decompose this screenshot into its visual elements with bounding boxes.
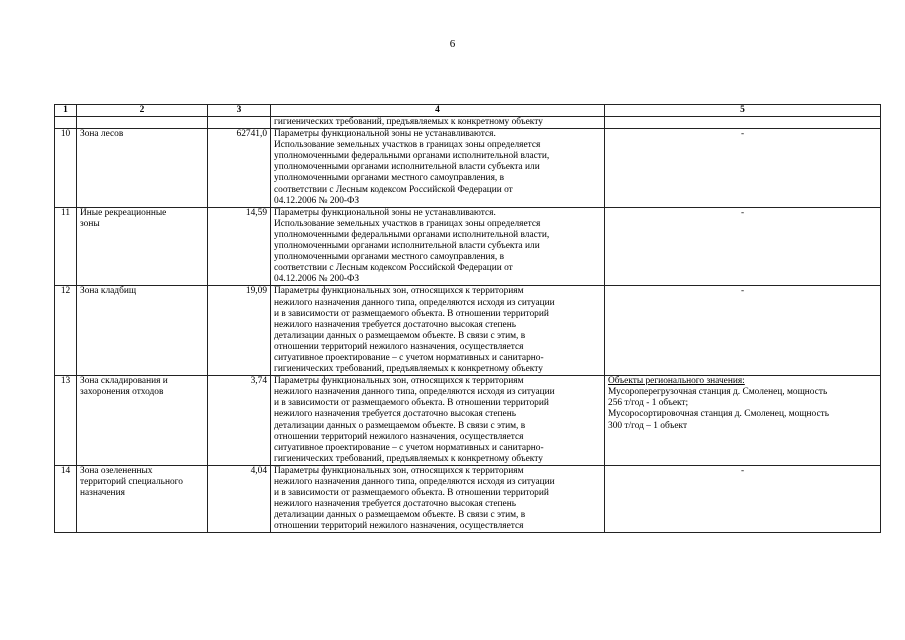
cell-objects: - bbox=[605, 465, 881, 533]
cell-objects: - bbox=[605, 286, 881, 376]
cell-zone bbox=[77, 465, 208, 533]
zone-name-line: Зона лесов bbox=[80, 129, 124, 140]
cell-zone bbox=[77, 207, 208, 286]
objects-line: Мусоросортировочная станция д. Смоленец, мощность bbox=[608, 409, 829, 420]
params-line: ситуативное проектирование – с учетом нормативных и санитарно- bbox=[274, 442, 544, 453]
cell-area: 19,09 bbox=[208, 286, 271, 376]
cell-area: 14,59 bbox=[208, 207, 271, 286]
cell-zone bbox=[77, 117, 208, 129]
params-line: нежилого назначения требуется достаточно высокая степень bbox=[274, 409, 517, 420]
cell-no bbox=[55, 117, 77, 129]
params-line: Параметры функциональной зоны не устанавливаются. bbox=[274, 207, 496, 218]
cell-params bbox=[271, 129, 605, 208]
params-line: соответствии с Лесным кодексом Российской Федерации от bbox=[274, 263, 513, 274]
table-header bbox=[55, 105, 881, 117]
cell-area: 62741,0 bbox=[208, 129, 271, 208]
params-line: Параметры функциональных зон, относящихся к территориям bbox=[274, 465, 524, 476]
params-line: уполномоченными органами исполнительной власти субъекта или bbox=[274, 241, 540, 252]
cell-area: 3,74 bbox=[208, 376, 271, 466]
params-line: 04.12.2006 № 200-ФЗ bbox=[274, 195, 360, 206]
params-line: нежилого назначения данного типа, определяются исходя из ситуации bbox=[274, 477, 555, 487]
zone-name-line: Зона кладбищ bbox=[80, 286, 137, 297]
cell-area bbox=[208, 117, 271, 129]
header-col-5: 5 bbox=[605, 105, 881, 117]
zone-name-line: Зона озелененных bbox=[80, 465, 153, 476]
params-line: Параметры функциональной зоны не устанавливаются. bbox=[274, 129, 496, 140]
params-line: нежилого назначения требуется достаточно высокая степень bbox=[274, 319, 517, 330]
cell-params bbox=[271, 117, 605, 129]
params-line: детализации данных о размещаемом объекте. В связи с этим, в bbox=[274, 330, 526, 341]
table-row bbox=[55, 376, 881, 466]
params-line: 04.12.2006 № 200-ФЗ bbox=[274, 274, 360, 285]
cell-no: 10 bbox=[55, 129, 77, 208]
zone-name-line: захоронения отходов bbox=[80, 387, 164, 398]
params-line: уполномоченными органами местного самоуправления, в bbox=[274, 252, 504, 263]
params-line: гигиенических требований, предъявляемых к конкретному объекту bbox=[274, 453, 543, 464]
cell-no: 14 bbox=[55, 465, 77, 533]
header-col-1: 1 bbox=[55, 105, 77, 117]
table-row bbox=[55, 207, 881, 286]
header-col-3: 3 bbox=[208, 105, 271, 117]
params-line: нежилого назначения данного типа, определяются исходя из ситуации bbox=[274, 297, 555, 308]
cell-params bbox=[271, 465, 605, 533]
zone-name-line: территорий специального bbox=[80, 477, 183, 487]
zone-name-line: Зона складирования и bbox=[80, 376, 168, 387]
table-row bbox=[55, 129, 881, 208]
params-line: Параметры функциональных зон, относящихся к территориям bbox=[274, 286, 524, 297]
params-line: уполномоченными федеральными органами исполнительной власти, bbox=[274, 151, 550, 162]
cell-objects: - bbox=[605, 129, 881, 208]
params-line: Использование земельных участков в границах зоны определяется bbox=[274, 218, 541, 229]
cell-no: 11 bbox=[55, 207, 77, 286]
cell-area: 4,04 bbox=[208, 465, 271, 533]
cell-params bbox=[271, 376, 605, 466]
cell-no: 13 bbox=[55, 376, 77, 466]
params-line: и в зависимости от размещаемого объекта. В отношении территорий bbox=[274, 308, 549, 319]
cell-zone bbox=[77, 129, 208, 208]
cell-params bbox=[271, 207, 605, 286]
objects-line: 256 т/год - 1 объект; bbox=[608, 398, 689, 409]
cell-no: 12 bbox=[55, 286, 77, 376]
objects-line: Мусороперегрузочная станция д. Смоленец, мощность bbox=[608, 387, 828, 398]
params-line: Параметры функциональных зон, относящихся к территориям bbox=[274, 376, 524, 387]
zone-name-line: Иные рекреационные bbox=[80, 207, 167, 218]
page-number: 6 bbox=[449, 38, 456, 50]
params-line: уполномоченными федеральными органами исполнительной власти, bbox=[274, 229, 550, 240]
header-col-2: 2 bbox=[77, 105, 208, 117]
cell-zone bbox=[77, 286, 208, 376]
params-line: ситуативное проектирование – с учетом нормативных и санитарно- bbox=[274, 352, 544, 363]
table-row bbox=[55, 286, 881, 376]
objects-heading: Объекты регионального значения: bbox=[608, 376, 745, 387]
params-line: и в зависимости от размещаемого объекта. В отношении территорий bbox=[274, 488, 549, 499]
params-line: Использование земельных участков в границах зоны определяется bbox=[274, 140, 541, 151]
cell-params bbox=[271, 286, 605, 376]
objects-line: 300 т/год – 1 объект bbox=[608, 420, 688, 431]
table-row bbox=[55, 465, 881, 533]
params-line: отношении территорий нежилого назначения, осуществляется bbox=[274, 431, 524, 442]
cell-objects bbox=[605, 117, 881, 129]
params-line: нежилого назначения данного типа, определяются исходя из ситуации bbox=[274, 387, 555, 398]
params-line: гигиенических требований, предъявляемых к конкретному объекту bbox=[274, 364, 543, 375]
params-line: и в зависимости от размещаемого объекта. В отношении территорий bbox=[274, 398, 549, 409]
zones-table bbox=[54, 104, 881, 533]
cell-objects bbox=[605, 376, 881, 466]
table-body bbox=[55, 117, 881, 533]
zone-name-line: назначения bbox=[80, 488, 125, 499]
params-line: детализации данных о размещаемом объекте. В связи с этим, в bbox=[274, 420, 526, 431]
cell-objects: - bbox=[605, 207, 881, 286]
header-col-4: 4 bbox=[271, 105, 605, 117]
params-line: уполномоченными органами местного самоуправления, в bbox=[274, 173, 504, 184]
cell-zone bbox=[77, 376, 208, 466]
params-line: детализации данных о размещаемом объекте. В связи с этим, в bbox=[274, 510, 526, 521]
params-line: соответствии с Лесным кодексом Российской Федерации от bbox=[274, 184, 513, 195]
table-row-continuation bbox=[55, 117, 881, 129]
params-line: гигиенических требований, предъявляемых к конкретному объекту bbox=[274, 117, 543, 127]
params-line: отношении территорий нежилого назначения, осуществляется bbox=[274, 341, 524, 352]
params-line: нежилого назначения требуется достаточно высокая степень bbox=[274, 499, 517, 510]
params-line: уполномоченными органами исполнительной власти субъекта или bbox=[274, 162, 540, 173]
params-line: отношении территорий нежилого назначения, осуществляется bbox=[274, 521, 524, 532]
zone-name-line: зоны bbox=[80, 218, 100, 229]
